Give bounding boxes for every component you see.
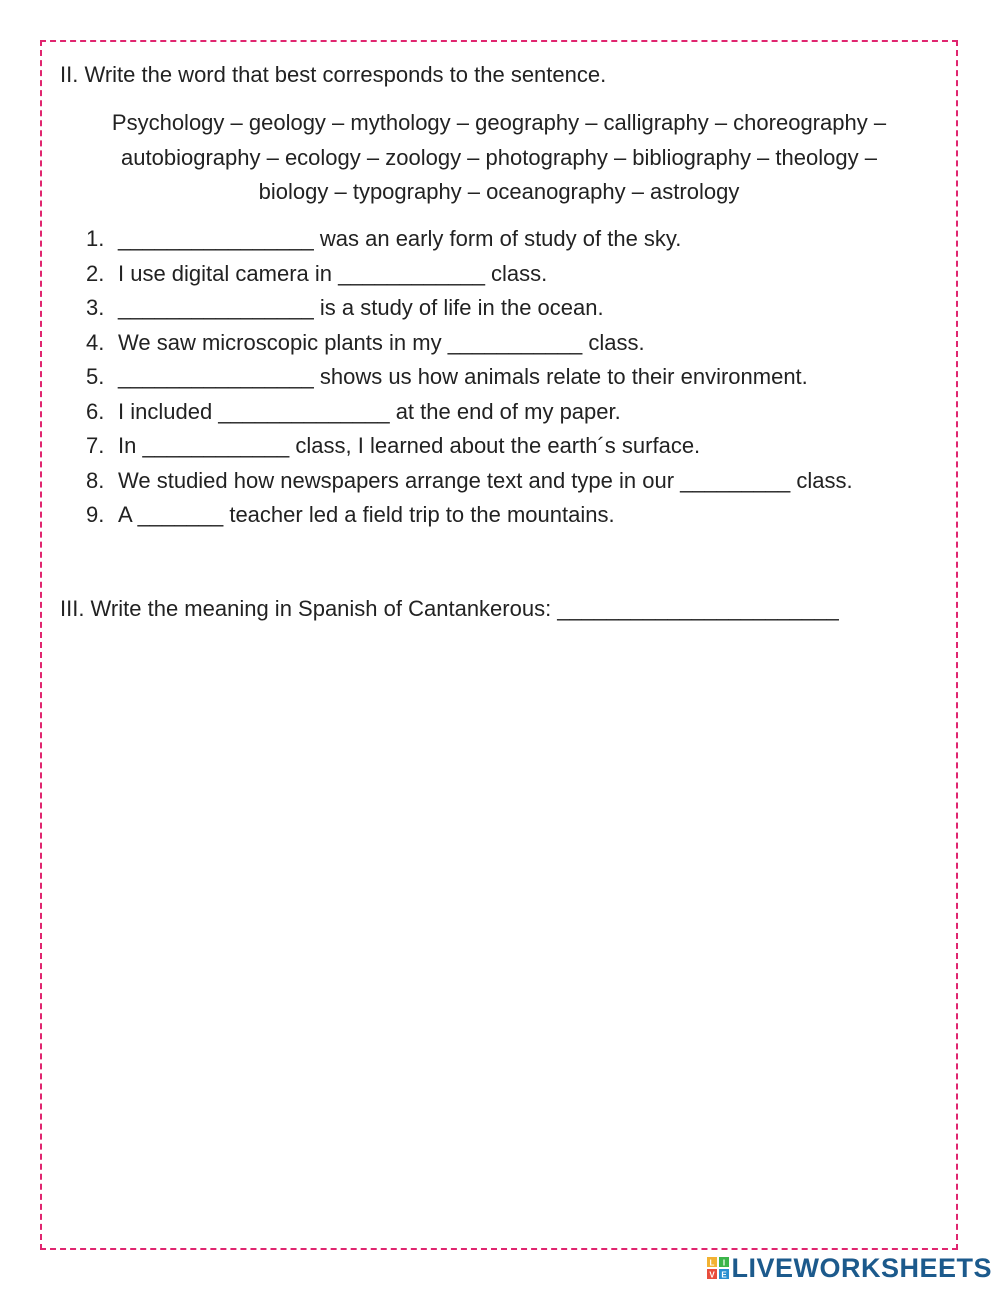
liveworksheets-footer — [707, 1251, 992, 1285]
exercise-item — [86, 291, 853, 326]
item-number: 4. — [86, 329, 105, 355]
section-2-title: II. Write the word that best corresponds to the sentence. — [60, 62, 607, 87]
item-text: We saw microscopic plants in my ___________ class. — [118, 329, 645, 355]
svg-text:V: V — [709, 1270, 716, 1279]
exercise-item — [86, 464, 853, 499]
svg-text:I: I — [723, 1258, 726, 1268]
item-text: ________________ is a study of life in the ocean. — [118, 295, 604, 320]
item-number: 2. — [86, 260, 105, 286]
item-text: I use digital camera in ____________ class. — [118, 260, 548, 286]
item-text: ________________ was an early form of study of the sky. — [118, 226, 682, 251]
exercise-list — [86, 222, 853, 533]
brand-name: LIVEWORKSHEETS — [731, 1252, 992, 1283]
item-number: 5. — [86, 364, 105, 389]
item-number: 7. — [86, 433, 105, 458]
item-text: A _______ teacher led a field trip to the mountains. — [118, 502, 615, 527]
item-number: 6. — [86, 398, 105, 424]
item-text: We studied how newspapers arrange text and type in our _________ class. — [118, 467, 853, 493]
section-3-question: III. Write the meaning in Spanish of Cantankerous: _______________________ — [60, 596, 839, 621]
item-number: 3. — [86, 295, 105, 320]
liveworksheets-logo-icon — [707, 1257, 729, 1279]
exercise-item — [86, 222, 853, 257]
item-number: 9. — [86, 502, 105, 527]
exercise-item — [86, 257, 853, 292]
exercise-item — [86, 360, 853, 395]
exercise-item — [86, 395, 853, 430]
item-text: In ____________ class, I learned about the earth´s surface. — [118, 433, 701, 458]
item-number: 8. — [86, 467, 105, 493]
item-text: I included ______________ at the end of my paper. — [118, 398, 621, 424]
word-bank-line: autobiography – ecology – zoology – photography – bibliography – theology – — [121, 144, 877, 170]
word-bank-line: biology – typography – oceanography – astrology — [258, 179, 740, 204]
word-bank-line: Psychology – geology – mythology – geography – calligraphy – choreography – — [111, 110, 887, 135]
item-text: ________________ shows us how animals relate to their environment. — [118, 364, 808, 389]
exercise-item — [86, 429, 853, 464]
svg-text:L: L — [710, 1258, 715, 1268]
exercise-item — [86, 326, 853, 361]
exercise-item — [86, 498, 853, 533]
item-number: 1. — [86, 226, 105, 251]
svg-text:E: E — [721, 1270, 728, 1279]
word-bank — [60, 106, 938, 210]
